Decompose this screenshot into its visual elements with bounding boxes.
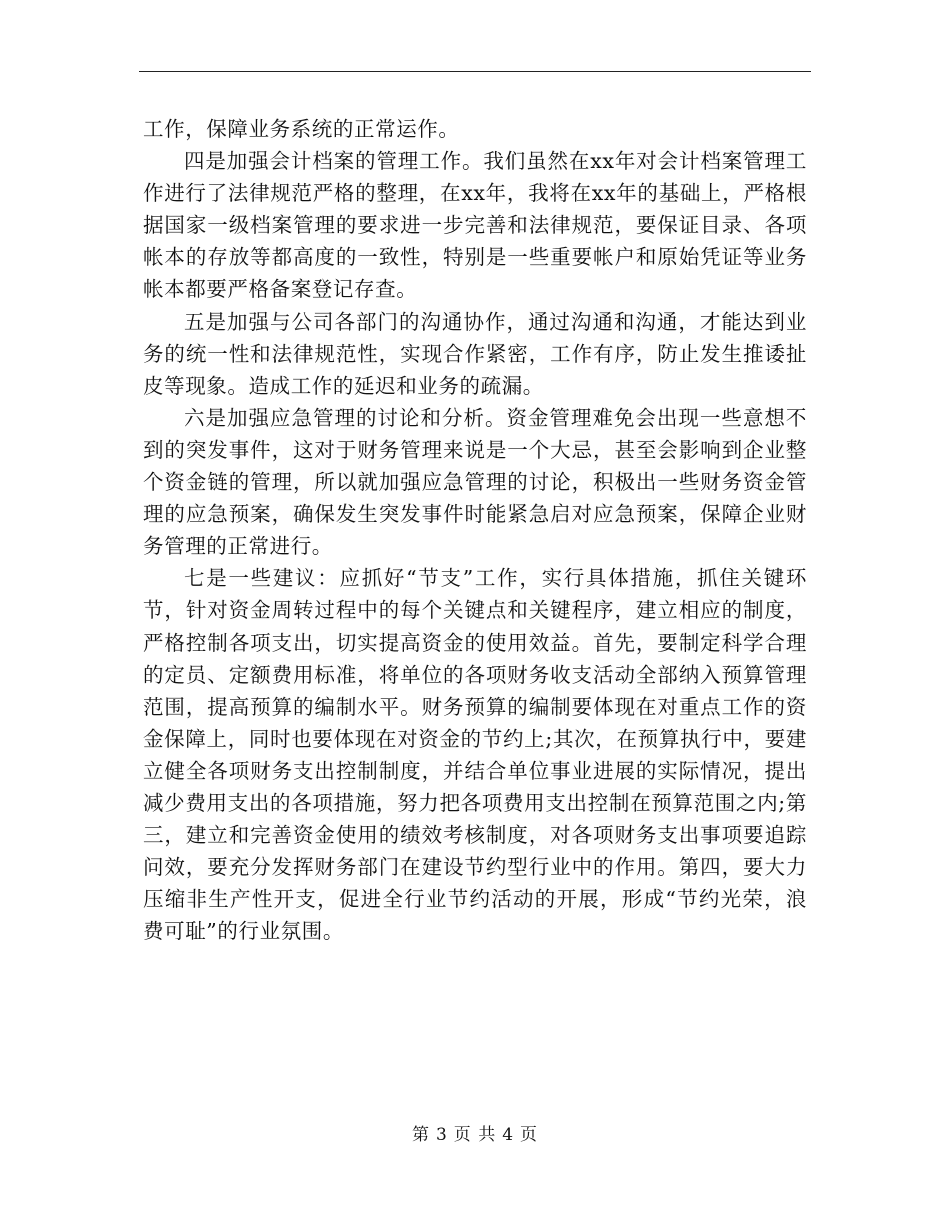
page-footer: [0, 1123, 950, 1147]
footer-total-pages: 4: [502, 1125, 515, 1145]
header-rule: [139, 71, 811, 72]
footer-prefix: 第: [411, 1125, 430, 1145]
paragraph-5: 七是一些建议：应抓好“节支”工作，实行具体措施，抓住关键环节，针对资金周转过程中的每个关键点和关键程序，建立相应的制度，严格控制各项支出，切实提高资金的使用效益。首先，要制定科学合理的定员、定额费用标准，将单位的各项财务收支活动全部纳入预算管理范围，提高预算的编制水平。财务预算的编制要体现在对重点工作的资金保障上，同时也要体现在对资金的节约上;其次，在预算执行中，要建立健全各项财务支出控制制度，并结合单位事业进展的实际情况，提出减少费用支出的各项措施，努力把各项费用支出控制在预算范围之内;第三，建立和完善资金使用的绩效考核制度，对各项财务支出事项要追踪问效，要充分发挥财务部门在建设节约型行业中的作用。第四，要大力压缩非生产性开支，促进全行业节约活动的开展，形成“节约光荣，浪费可耻”的行业氛围。: [143, 566, 807, 944]
paragraph-3: 五是加强与公司各部门的沟通协作，通过沟通和沟通，才能达到业务的统一性和法律规范性，实现合作紧密，工作有序，防止发生推诿扯皮等现象。造成工作的延迟和业务的疏漏。: [143, 309, 807, 398]
document-body: [143, 113, 807, 947]
footer-suffix: 页: [520, 1125, 539, 1145]
paragraph-2: 四是加强会计档案的管理工作。我们虽然在xx年对会计档案管理工作进行了法律规范严格的整理，在xx年，我将在xx年的基础上，严格根据国家一级档案管理的要求进一步完善和法律规范，要保证目录、各项帐本的存放等都高度的一致性，特别是一些重要帐户和原始凭证等业务帐本都要严格备案登记存查。: [143, 149, 807, 302]
paragraph-1: 工作，保障业务系统的正常运作。: [143, 117, 460, 141]
footer-middle: 页 共: [453, 1125, 497, 1145]
footer-current-page: 3: [435, 1125, 448, 1145]
paragraph-4: 六是加强应急管理的讨论和分析。资金管理难免会出现一些意想不到的突发事件，这对于财务管理来说是一个大忌，甚至会影响到企业整个资金链的管理，所以就加强应急管理的讨论，积极出一些财务资金管理的应急预案，确保发生突发事件时能紧急启对应急预案，保障企业财务管理的正常进行。: [143, 405, 807, 559]
